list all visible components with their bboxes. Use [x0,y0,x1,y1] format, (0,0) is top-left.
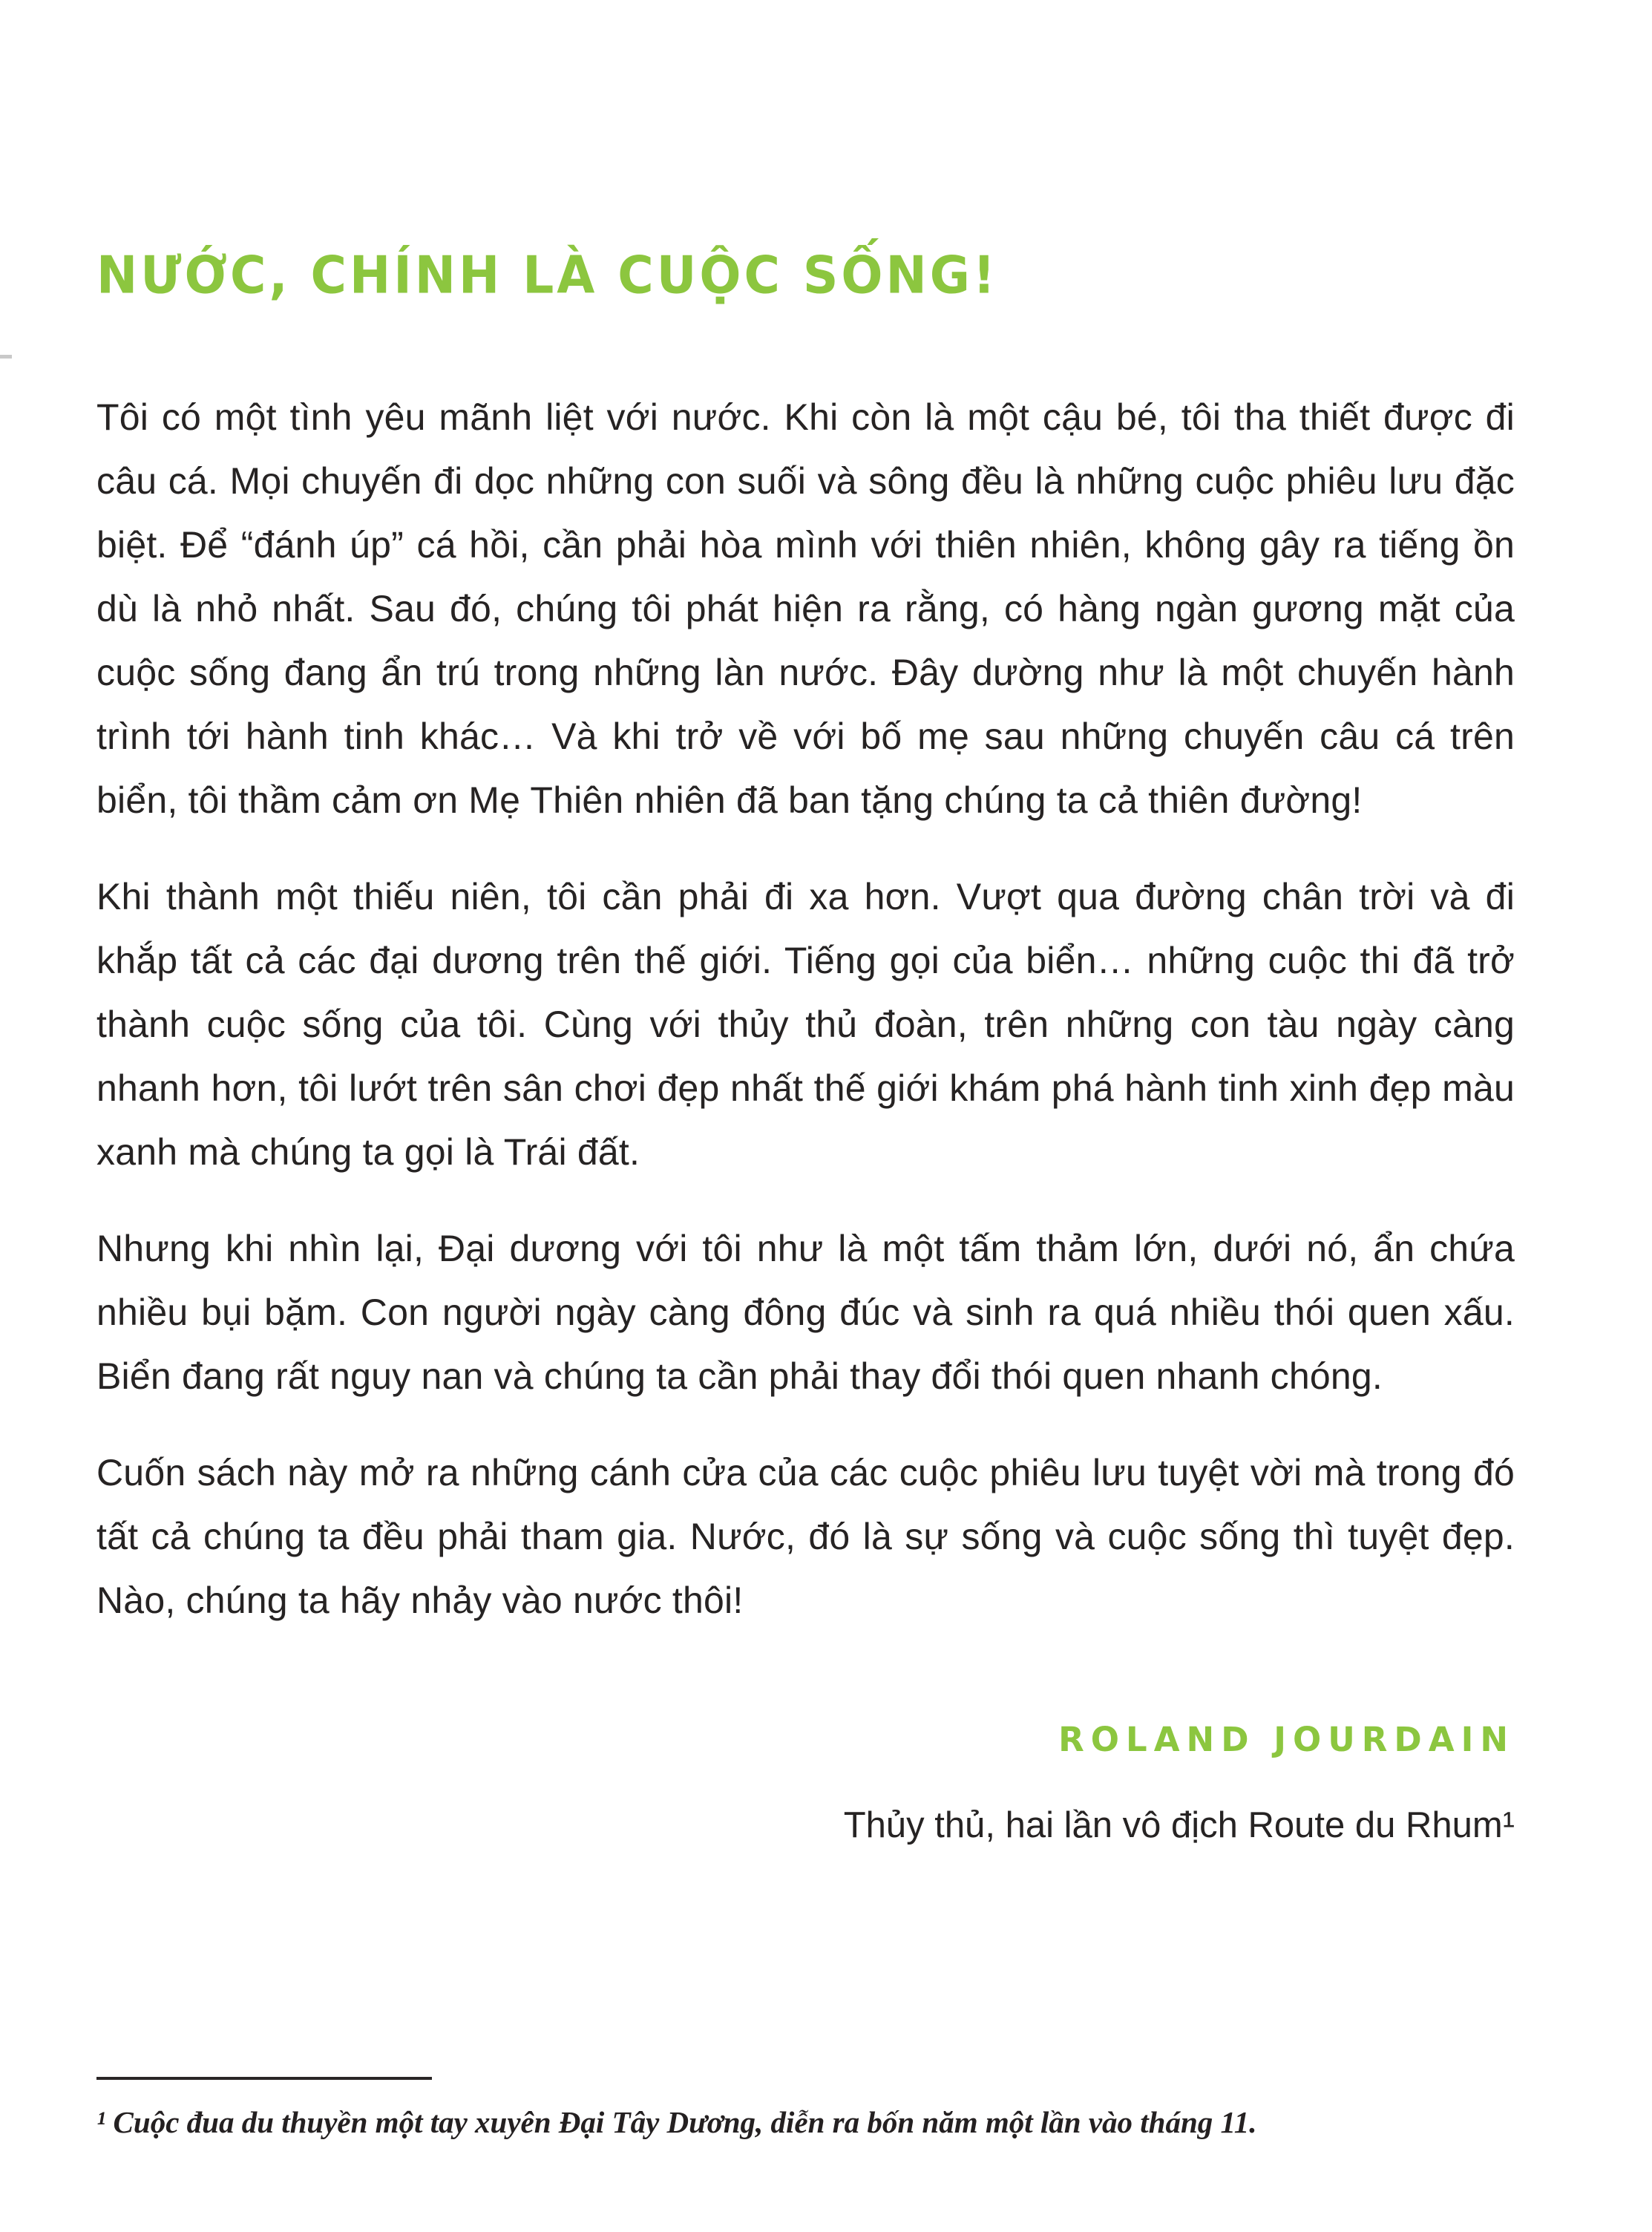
footnote-rule [96,2077,432,2080]
scan-edge-mark [0,355,12,359]
paragraph-1: Tôi có một tình yêu mãnh liệt với nước. Khi còn là một cậu bé, tôi tha thiết được đi câu cá. Mọi chuyến đi dọc những con suối và sông đều là những cuộc phiêu lưu đặc biệt. Để “đánh úp” cá hồi, cần phải hòa mình với thiên nhiên, không gây ra tiếng ồn dù là nhỏ nhất. Sau đó, chúng tôi phát hiện ra rằng, có hàng ngàn gương mặt của cuộc sống đang ẩn trú trong những làn nước. Đây dường như là một chuyến hành trình tới hành tinh khác… Và khi trở về với bố mẹ sau những chuyến câu cá trên biển, tôi thầm cảm ơn Mẹ Thiên nhiên đã ban tặng chúng ta cả thiên đường! [96,396,1515,821]
footnote-text: ¹ Cuộc đua du thuyền một tay xuyên Đại Tây Dương, diễn ra bốn năm một lần vào tháng 11. [96,2105,1257,2139]
body-text [96,385,1515,1632]
paragraph-2: Khi thành một thiếu niên, tôi cần phải đi xa hơn. Vượt qua đường chân trời và đi khắp tất cả các đại dương trên thế giới. Tiếng gọi của biển… những cuộc thi đã trở thành cuộc sống của tôi. Cùng với thủy thủ đoàn, trên những con tàu ngày càng nhanh hơn, tôi lướt trên sân chơi đẹp nhất thế giới khám phá hành tinh xinh đẹp màu xanh mà chúng ta gọi là Trái đất. [96,876,1515,1173]
page-title: NƯỚC, CHÍNH LÀ CUỘC SỐNG! [96,245,999,306]
author-signature: ROLAND JOURDAIN [1058,1720,1515,1759]
paragraph-4: Cuốn sách này mở ra những cánh cửa của các cuộc phiêu lưu tuyệt vời mà trong đó tất cả chúng ta đều phải tham gia. Nước, đó là sự sống và cuộc sống thì tuyệt đẹp. Nào, chúng ta hãy nhảy vào nước thôi! [96,1452,1515,1621]
paragraph-3: Nhưng khi nhìn lại, Đại dương với tôi như là một tấm thảm lớn, dưới nó, ẩn chứa nhiều bụi bặm. Con người ngày càng đông đúc và sinh ra quá nhiều thói quen xấu. Biển đang rất nguy nan và chúng ta cần phải thay đổi thói quen nhanh chóng. [96,1228,1515,1397]
footnote-block [96,2077,1515,2144]
author-byline: Thủy thủ, hai lần vô địch Route du Rhum¹ [843,1805,1515,1845]
